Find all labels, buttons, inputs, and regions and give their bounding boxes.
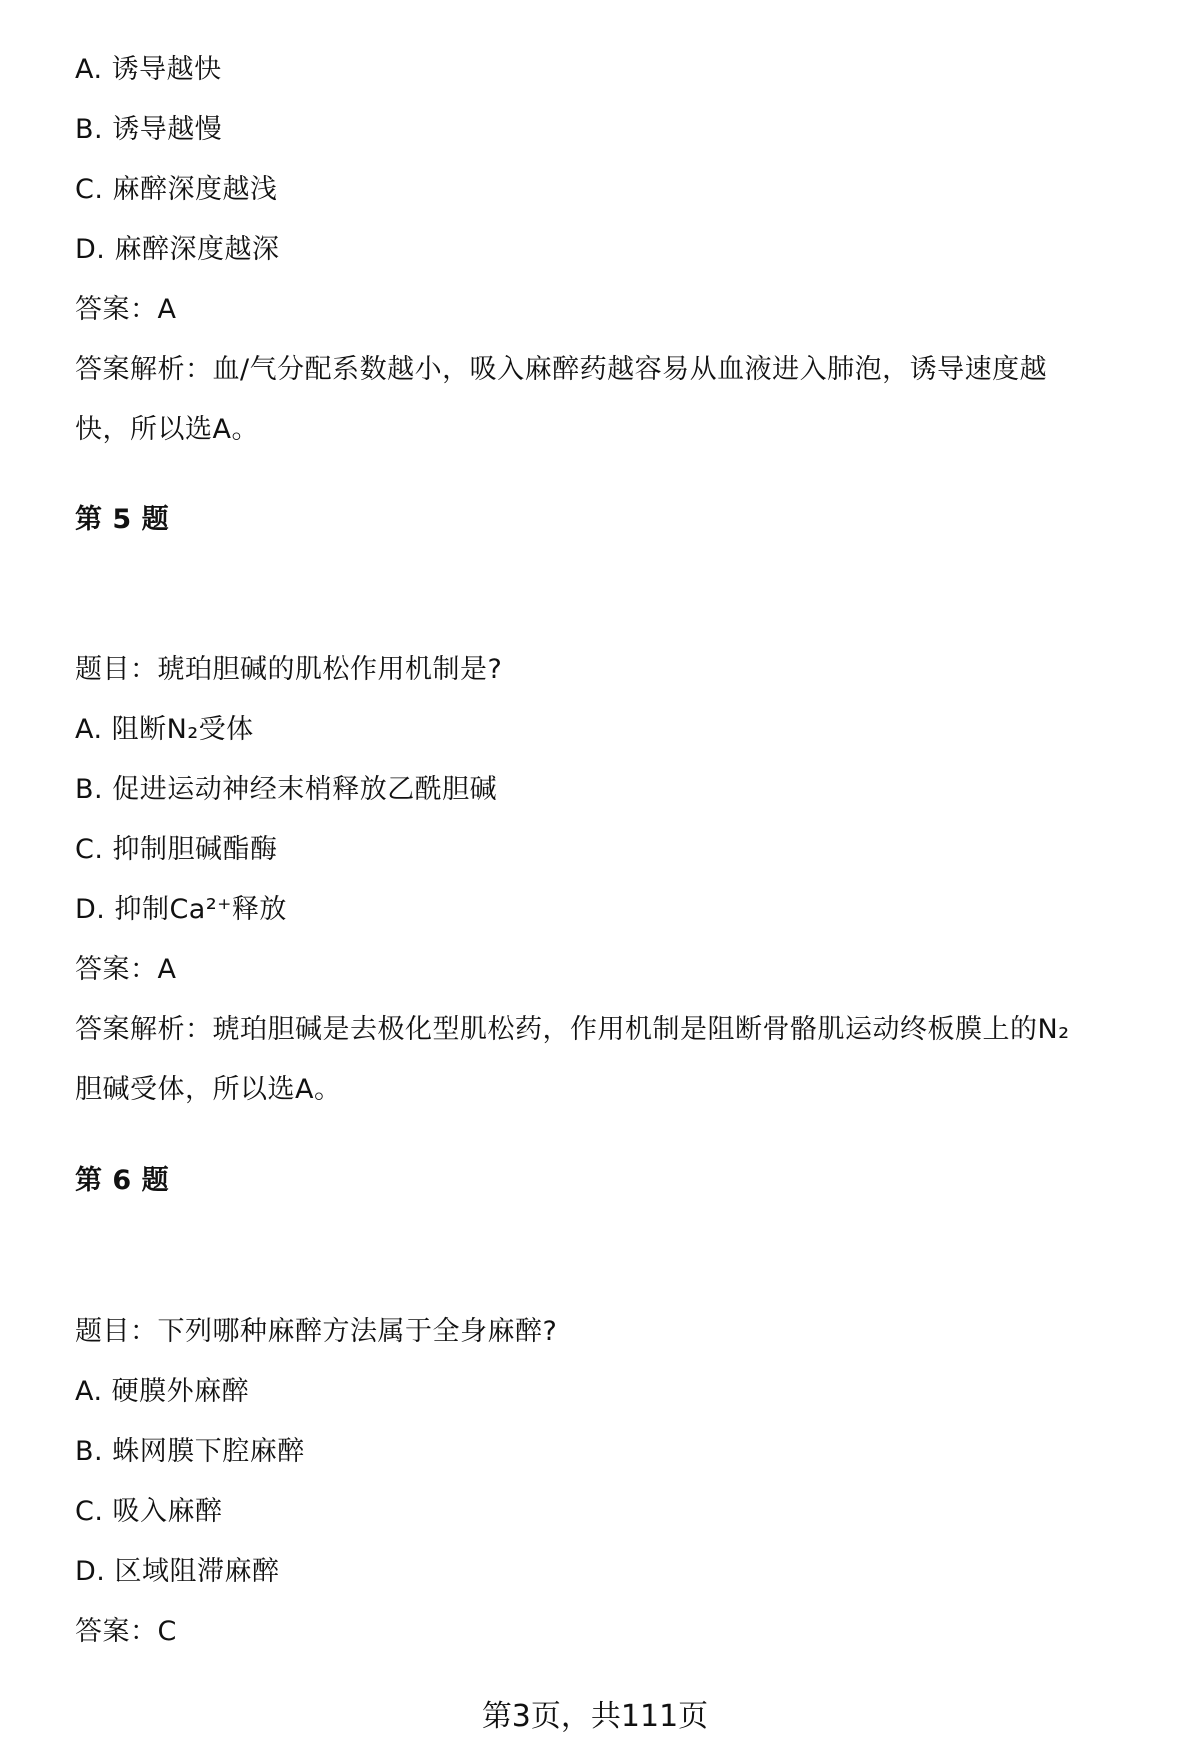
q4-answer: 答案：A: [75, 294, 177, 325]
q6-option-a: A. 硬膜外麻醉: [75, 1376, 250, 1407]
q5-option-b: B. 促进运动神经末梢释放乙酰胆碱: [75, 774, 498, 805]
q4-option-a: A. 诱导越快: [75, 54, 222, 85]
q6-option-c: C. 吸入麻醉: [75, 1496, 223, 1527]
q6-answer: 答案：C: [75, 1616, 177, 1647]
q5-answer: 答案：A: [75, 954, 177, 985]
q4-option-c: C. 麻醉深度越浅: [75, 174, 278, 205]
q4-option-b: B. 诱导越慢: [75, 114, 223, 145]
q5-question: 题目：琥珀胆碱的肌松作用机制是?: [75, 654, 503, 685]
q6-option-b: B. 蛛网膜下腔麻醉: [75, 1436, 305, 1467]
q6-question: 题目：下列哪种麻醉方法属于全身麻醉?: [75, 1316, 558, 1347]
q5-heading: 第 5 题: [75, 504, 170, 535]
q5-explanation-line1: 答案解析：琥珀胆碱是去极化型肌松药，作用机制是阻断骨骼肌运动终板膜上的N₂: [75, 1014, 1070, 1045]
q6-heading: 第 6 题: [75, 1165, 170, 1196]
q4-option-d: D. 麻醉深度越深: [75, 234, 280, 265]
q6-option-d: D. 区域阻滞麻醉: [75, 1556, 280, 1587]
q4-explanation-line1: 答案解析：血/气分配系数越小，吸入麻醉药越容易从血液进入肺泡，诱导速度越: [75, 354, 1048, 385]
q4-explanation-line2: 快，所以选A。: [75, 414, 259, 445]
page-number: 第3页，共111页: [481, 1699, 709, 1734]
q5-explanation-line2: 胆碱受体，所以选A。: [75, 1074, 342, 1105]
q5-option-c: C. 抑制胆碱酯酶: [75, 834, 278, 865]
q5-option-d: D. 抑制Ca²⁺释放: [75, 894, 287, 925]
q5-option-a: A. 阻断N₂受体: [75, 714, 254, 745]
